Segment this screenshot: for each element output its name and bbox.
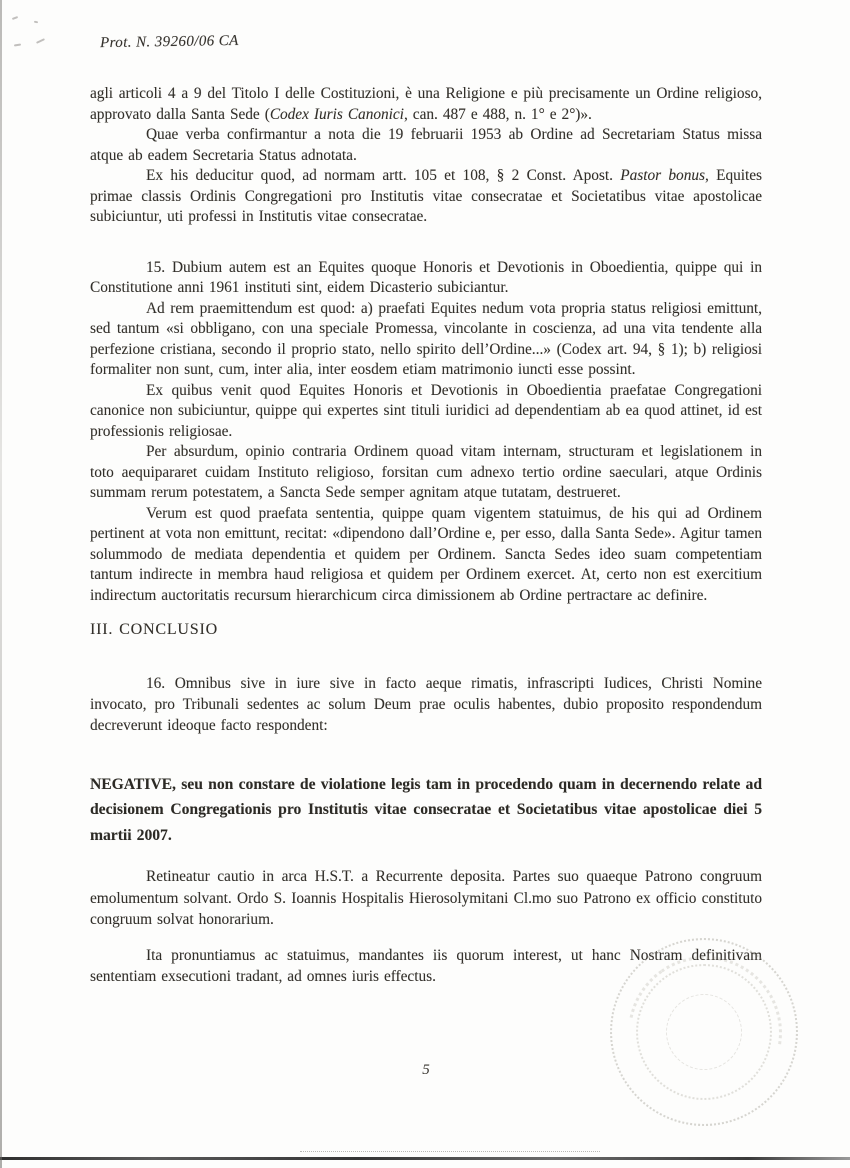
paragraph-text: , can. 487 e 488, n. 1° e 2°)». — [403, 105, 592, 123]
scan-speck — [12, 16, 18, 20]
paragraph-quae-verba: Quae verba confirmantur a nota die 19 februarii 1953 ab Ordine ad Secretariam Status missa atque ab eadem Secretaria Status adnotata. — [90, 126, 762, 164]
scan-speck — [14, 44, 21, 47]
paragraph-per-absurdum: Per absurdum, opinio contraria Ordinem quoad vitam internam, structuram et legislationem in toto aequipararet cuidam Instituto religioso, forsitan cum adnexo tertio ordine saeculari, atque Ordinis summam rerum potestatem, a Sancta Sede semper agnitam atque tutatam, destrueret. — [90, 443, 762, 501]
scan-speck — [34, 21, 38, 24]
document-body — [90, 84, 762, 987]
paragraph-ad-rem: Ad rem praemittendum est quod: a) praefati Equites nedum vota propria status religiosi emittunt, sed tantum «si obbligano, con una speciale Promessa, vincolante in coscienza, ad una vita tendente alla perfezione cristiana, secondo il proprio stato, nello spirito dell’Ordine...» (Codex art. 94, § 1); b) religiosi formaliter non sunt, cum, inter alia, inter eosdem etiam matrimonio iuncti esse possint. — [90, 299, 762, 378]
protocol-number: Prot. N. 39260/06 CA — [99, 32, 239, 52]
paragraph-continuation — [90, 84, 762, 125]
paragraph-16-omnibus: 16. Omnibus sive in iure sive in facto aeque rimatis, infrascripti Iudices, Christi Nomine invocato, pro Tribunali sedentes ac solum Deum prae oculis habentes, dubio proposito respondendum decreverunt ideoque facto respondent: — [90, 674, 762, 734]
paragraph-retineatur-cautio: Retineatur cautio in arca H.S.T. a Recurrente deposita. Partes suo quaeque Patrono congruum emolumentum solvant. Ordo S. Ioannis Hospitalis Hierosolymitani Cl.mo suo Patrono ex officio constituto congruum solvat honorarium. — [90, 868, 762, 928]
page-number: 5 — [422, 1062, 430, 1078]
scan-left-edge — [0, 0, 2, 1168]
paragraph-15-dubium: 15. Dubium autem est an Equites quoque Honoris et Devotionis in Oboedientia, quippe qui in Constitutione anni 1961 instituti sint, eidem Dicasterio subiciantur. — [90, 258, 762, 296]
paragraph-verum-est: Verum est quod praefata sententia, quippe quam vigentem statuimus, de his qui ad Ordinem pertinent at vota non emittunt, recitat: «dipendono dall’Ordine e, per esso, dalla Santa Sede». Agitur tamen solummodo de mediata dependentia et quidem per Ordinem. Sancta Sedes ideo suam competentiam tantum indirecte in membra haud religiosa et quidem per Ordinem exercet. At, certo non est exercitium indirectum auctoritatis recursum hierarchicum circa dimissionem ab Ordine pertractare ac definire. — [90, 504, 762, 604]
scan-dotted-line-artifact — [300, 1151, 600, 1152]
italic-citation-pastor-bonus: Pastor bonus — [620, 167, 705, 184]
paragraph-ita-pronuntiamus: Ita pronuntiamus ac statuimus, mandantes iis quorum interest, ut hanc Nostram definitivam sententiam exsecutioni tradant, ad omnes iuris effectus. — [90, 946, 762, 985]
paragraph-ex-quibus: Ex quibus venit quod Equites Honoris et Devotionis in Oboedientia praefatae Congregationi canonice non subiciuntur, quippe qui expertes sint tituli iuridici ad dependentiam ab ea quod attinet, id est professionis religiosae. — [90, 381, 762, 440]
paragraph-text: agli articoli 4 a 9 del Titolo I delle Costituzioni, è una Religione e più precisamente un Ordine religioso, approvato dalla Santa Sede ( — [90, 85, 762, 123]
section-heading-conclusio: III. CONCLUSIO — [90, 621, 218, 638]
verdict-paragraph-negative: NEGATIVE, seu non constare de violatione legis tam in procedendo quam in decernendo relate ad decisionem Congregationis pro Institutis vitae consecratae et Societatibus vitae apostolicae diei 5 martii 2007. — [90, 775, 762, 844]
paragraph-text: Ex his deducitur quod, ad normam artt. 105 et 108, § 2 Const. Apost. — [146, 167, 621, 184]
scan-bottom-edge — [0, 1157, 850, 1160]
scan-speck — [36, 38, 45, 44]
paragraph-text: , Equites primae classis Ordinis Congregationi pro Institutis vitae consecratae et Societatibus vitae apostolicae subiciuntur, uti professi in Institutis vitae consecratae. — [90, 167, 762, 225]
italic-citation-codex: Codex Iuris Canonici — [269, 105, 404, 123]
paragraph-ex-his — [90, 166, 762, 228]
